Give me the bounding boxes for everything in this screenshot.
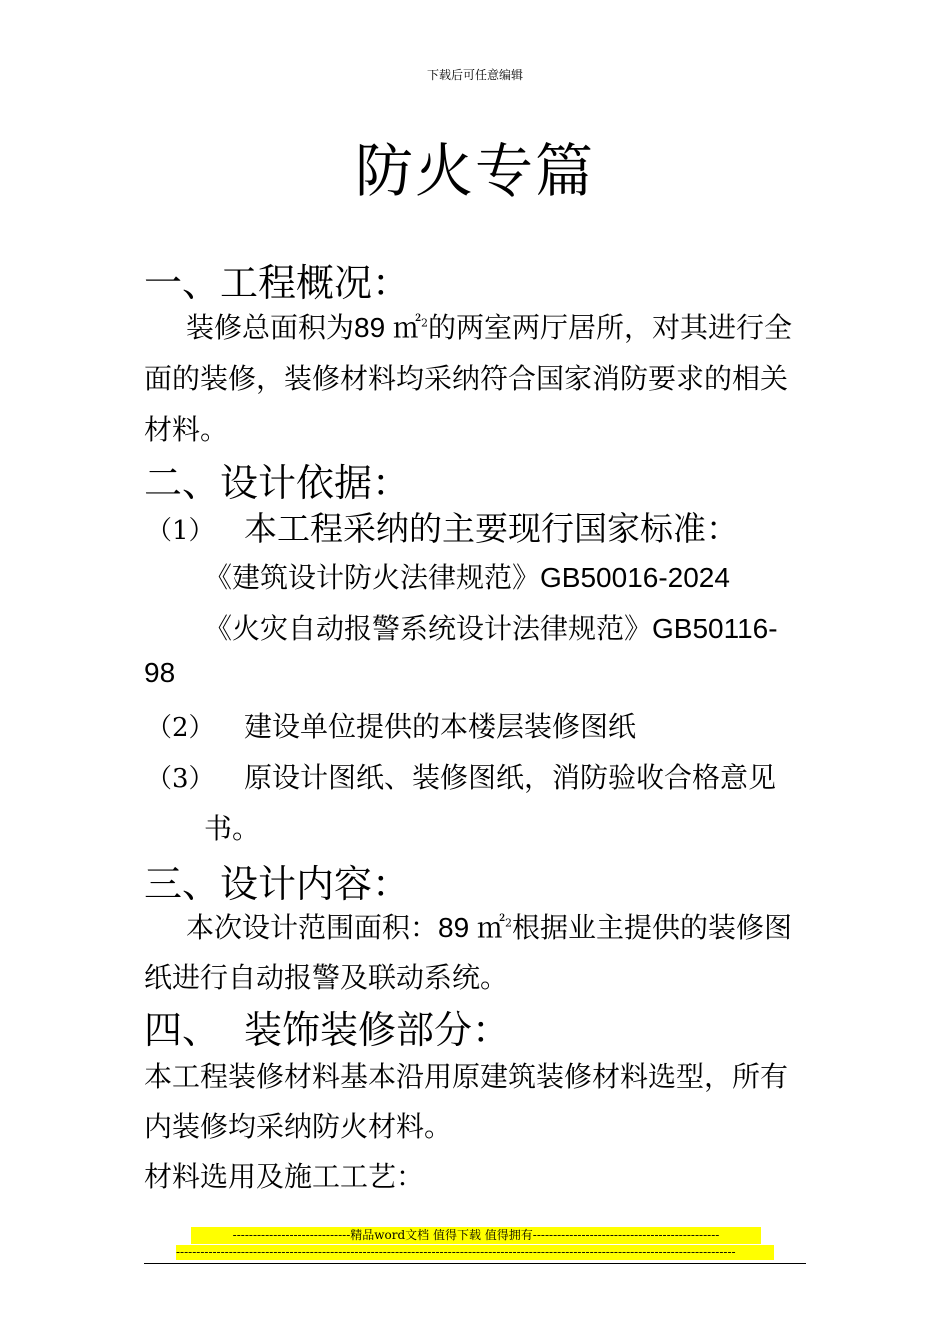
section-4-line-2: 内装修均采纳防火材料。	[144, 1110, 453, 1143]
section-3-line-2: 纸进行自动报警及联动系统。	[144, 961, 509, 994]
section-3-line-1	[186, 906, 792, 946]
section-4-line-1: 本工程装修材料基本沿用原建筑装修材料选型，所有	[144, 1060, 789, 1093]
section-1-line-3: 材料。	[144, 413, 229, 446]
standard-2-name: 《火灾自动报警系统设计法律规范》	[204, 612, 653, 645]
section-1-heading: 一、工程概况：	[144, 261, 411, 305]
section-1-line-1	[186, 306, 792, 346]
standard-2	[204, 607, 778, 647]
footer-dash-line: ------------------------------------------------------------------------------------------------------------------------------------------	[176, 1245, 774, 1260]
footer-rule	[144, 1263, 806, 1264]
section-1-area: 89 ㎡	[354, 312, 421, 343]
section-4-heading-num: 四、	[144, 1008, 221, 1052]
section-2-item-1-text: 本工程采纳的主要现行国家标准：	[244, 509, 739, 548]
section-4-heading-text: 装饰装修部分：	[244, 1008, 511, 1052]
section-3-area-sup: 2	[504, 916, 512, 930]
section-3-text-a: 本次设计范围面积：	[186, 911, 439, 944]
section-3-text-b: 根据业主提供的装修图	[511, 911, 792, 944]
section-1-text-b: 的两室两厅居所，对其进行全	[427, 311, 792, 344]
section-1-text-a: 装修总面积为	[186, 311, 355, 344]
section-3-area: 89 ㎡	[438, 912, 505, 943]
section-2-item-3-cont: 书。	[204, 812, 261, 845]
section-4-line-3: 材料选用及施工工艺：	[144, 1160, 425, 1193]
footer-banner: -----------------------------精品word文档 值得下载 值得拥有----------------------------------------------	[191, 1227, 761, 1244]
section-2-item-1-num: （1）	[146, 516, 215, 546]
page-title: 防火专篇	[354, 137, 595, 205]
section-2-item-3-text: 原设计图纸、装修图纸，消防验收合格意见	[244, 761, 777, 794]
standard-2-code-cont: 98	[144, 657, 176, 688]
section-1-line-2: 面的装修，装修材料均采纳符合国家消防要求的相关	[144, 362, 789, 395]
section-2-item-2-num: （2）	[146, 713, 215, 743]
standard-1-name: 《建筑设计防火法律规范》	[204, 561, 541, 594]
section-3-heading: 三、设计内容：	[144, 862, 411, 906]
section-2-heading: 二、设计依据：	[144, 461, 411, 505]
section-1-area-sup: 2	[420, 316, 428, 330]
section-2-item-3-num: （3）	[146, 764, 215, 794]
header-note: 下载后可任意编辑	[426, 68, 523, 82]
standard-1-code: GB50016-2024	[540, 562, 730, 593]
section-2-item-2-text: 建设单位提供的本楼层装修图纸	[244, 710, 637, 743]
standard-1	[204, 556, 730, 596]
standard-2-code: GB50116-	[652, 613, 778, 644]
